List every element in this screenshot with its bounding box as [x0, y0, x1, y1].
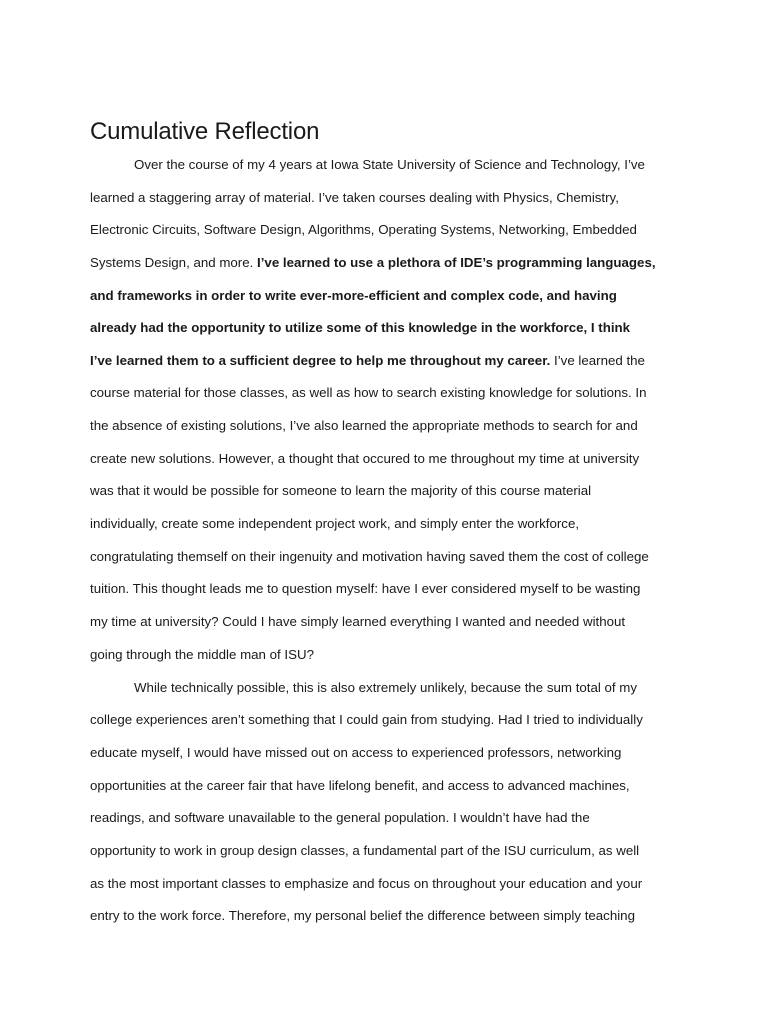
text-line: [134, 155, 645, 175]
text-line: [90, 416, 638, 436]
text-run: opportunity to work in group design classes, a fundamental part of the ISU curriculum, as well: [90, 843, 640, 858]
text-line: [90, 220, 637, 240]
text-run: course material for those classes, as well as how to search existing knowledge for solutions. In: [90, 385, 647, 400]
text-run: the absence of existing solutions, I’ve also learned the appropriate methods to search for and: [90, 418, 638, 433]
text-line: [90, 547, 649, 567]
text-line: [90, 318, 630, 338]
text-run: congratulating themself on their ingenuity and motivation having saved them the cost of college: [90, 549, 649, 564]
text-line: [90, 286, 617, 306]
text-line: [90, 874, 642, 894]
text-run: my time at university? Could I have simply learned everything I wanted and needed without: [90, 614, 626, 629]
text-run: educate myself, I would have missed out on access to experienced professors, networking: [90, 745, 622, 760]
text-line: [90, 645, 314, 665]
text-run: learned a staggering array of material. I’ve taken courses dealing with Physics, Chemistry,: [90, 190, 619, 205]
text-line: [90, 776, 630, 796]
text-line: [90, 710, 643, 730]
text-line: [90, 743, 621, 763]
text-line: [90, 449, 639, 469]
text-line: [90, 481, 591, 501]
bold-text-run: already had the opportunity to utilize some of this knowledge in the workforce, I think: [90, 320, 631, 335]
text-run: Over the course of my 4 years at Iowa State University of Science and Technology, I’ve: [134, 157, 645, 172]
text-line: [90, 253, 656, 273]
bold-text-run: I’ve learned to use a plethora of IDE’s programming languages,: [257, 255, 656, 270]
text-line: [90, 841, 639, 861]
text-line: [90, 383, 647, 403]
document-title: Cumulative Reflection: [90, 118, 320, 145]
text-run: entry to the work force. Therefore, my personal belief the difference between simply teaching: [90, 908, 635, 923]
text-line: [90, 612, 625, 632]
text-line: [90, 808, 590, 828]
text-line: [134, 678, 637, 698]
text-line: [90, 188, 619, 208]
text-run: Electronic Circuits, Software Design, Algorithms, Operating Systems, Networking, Embedded: [90, 222, 637, 237]
text-run: create new solutions. However, a thought that occured to me throughout my time at university: [90, 451, 640, 466]
text-run: going through the middle man of ISU?: [90, 647, 314, 662]
text-run: readings, and software unavailable to the general population. I wouldn’t have had the: [90, 810, 590, 825]
text-line: [90, 351, 645, 371]
text-line: [90, 906, 635, 926]
text-line: [90, 579, 640, 599]
text-run: I’ve learned the: [550, 353, 645, 368]
text-run: as the most important classes to emphasize and focus on throughout your education and your: [90, 876, 643, 891]
text-run: opportunities at the career fair that have lifelong benefit, and access to advanced machines,: [90, 778, 630, 793]
text-run: college experiences aren’t something that I could gain from studying. Had I tried to individually: [90, 712, 643, 727]
bold-text-run: I’ve learned them to a sufficient degree to help me throughout my career.: [90, 353, 551, 368]
bold-text-run: and frameworks in order to write ever-more-efficient and complex code, and having: [90, 288, 617, 303]
text-run: individually, create some independent project work, and simply enter the workforce,: [90, 516, 580, 531]
text-run: Systems Design, and more.: [90, 255, 258, 270]
text-run: was that it would be possible for someone to learn the majority of this course material: [90, 483, 592, 498]
text-line: [90, 514, 579, 534]
text-run: While technically possible, this is also extremely unlikely, because the sum total of my: [134, 680, 638, 695]
text-run: tuition. This thought leads me to question myself: have I ever considered myself to be wasting: [90, 581, 641, 596]
